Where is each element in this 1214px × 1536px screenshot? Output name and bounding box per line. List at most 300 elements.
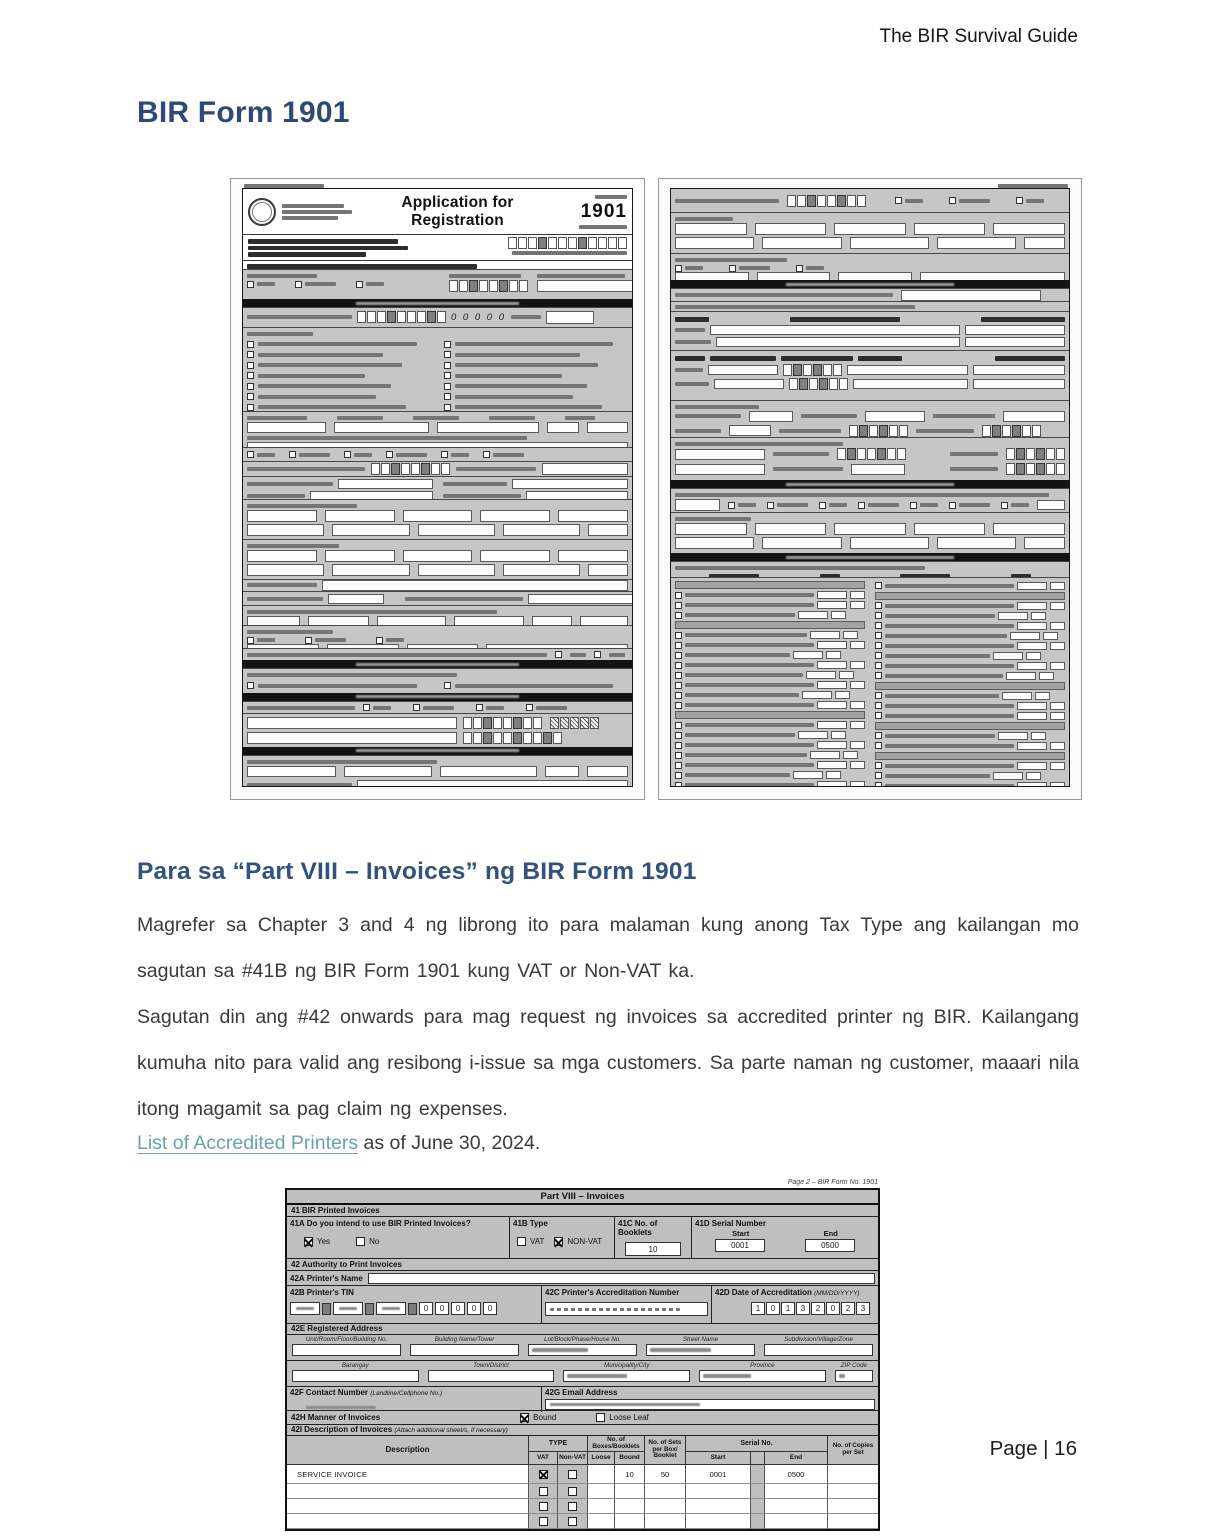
- deco: [437, 311, 446, 323]
- tin-zeros: 0 0 0 0 0: [451, 311, 506, 323]
- invoice-table-cell: [588, 1484, 615, 1499]
- loose-leaf-checkbox: [596, 1413, 605, 1422]
- deco: [1056, 463, 1065, 475]
- deco: [819, 501, 847, 509]
- deco: [444, 382, 629, 390]
- invoice-table-cell: [751, 1465, 765, 1484]
- deco: [493, 732, 502, 744]
- deco: [258, 395, 376, 399]
- deco-checkbox: [247, 383, 254, 390]
- deco: [247, 422, 628, 433]
- deco: [489, 280, 498, 292]
- field-number: 42H: [291, 1413, 306, 1422]
- deco-checkbox: [444, 393, 451, 400]
- deco: [885, 744, 1014, 748]
- invoice-table-cell: [686, 1484, 751, 1499]
- deco-checkbox: [675, 742, 682, 749]
- deco: [598, 237, 607, 249]
- deco: [486, 706, 504, 710]
- deco-checkbox: [875, 782, 882, 786]
- deco: [417, 311, 426, 323]
- deco-checkbox: [875, 672, 882, 679]
- deco: [299, 453, 330, 457]
- deco: [513, 732, 522, 744]
- serial-start-value: 0001: [715, 1239, 765, 1252]
- tin-separator: [365, 1303, 374, 1315]
- nonvat-checkbox: [568, 1470, 577, 1479]
- deco: [258, 342, 417, 346]
- invoice-description: [287, 1484, 529, 1499]
- deco: [823, 364, 832, 376]
- branch-digits: [419, 1302, 498, 1315]
- tin-group: [290, 1302, 320, 1315]
- deco: [675, 701, 865, 709]
- field-41a: [287, 1217, 510, 1258]
- deco: [982, 425, 991, 437]
- deco: [437, 422, 539, 433]
- col-description: Description: [287, 1436, 529, 1465]
- deco: [1016, 197, 1044, 205]
- identification-section: [243, 605, 632, 625]
- field-label: Description of Invoices: [304, 1425, 393, 1434]
- deco: [413, 704, 454, 712]
- deco: [476, 704, 504, 712]
- deco: [875, 662, 1065, 670]
- deco: [675, 272, 1065, 280]
- deco: [248, 246, 408, 251]
- deco: [459, 280, 468, 292]
- deco: [806, 671, 836, 679]
- invoice-description: [287, 1514, 529, 1529]
- industries-label-row: [671, 301, 1069, 310]
- deco-checkbox: [675, 772, 682, 779]
- deco-checkbox: [444, 404, 451, 411]
- start-label: Start: [732, 1229, 750, 1238]
- deco: [685, 743, 814, 747]
- deco-checkbox: [675, 662, 682, 669]
- taxpayer-type-section: [243, 327, 632, 411]
- deco: [1002, 425, 1011, 437]
- field-42e-label: [287, 1324, 878, 1335]
- deco: [247, 564, 628, 576]
- form-number-block: [561, 193, 627, 231]
- page-title: BIR Form 1901: [137, 96, 350, 129]
- deco: [247, 403, 432, 411]
- option-label: Loose Leaf: [609, 1413, 649, 1422]
- deco: [560, 717, 569, 729]
- deco-checkbox: [875, 762, 882, 769]
- deco: [874, 197, 1065, 205]
- deco: [993, 223, 1065, 235]
- tin-group: [376, 1302, 406, 1315]
- deco: [762, 537, 841, 549]
- deco-checkbox: [444, 682, 451, 689]
- vat-checkbox: [539, 1502, 548, 1511]
- spouse-section: [243, 713, 632, 746]
- deco-checkbox: [675, 265, 682, 272]
- col-boxes: No. of Boxes/Booklets: [588, 1436, 645, 1452]
- deco: [1024, 237, 1065, 249]
- deco: [1002, 692, 1032, 700]
- field-number: 42E: [291, 1324, 306, 1333]
- deco: [885, 784, 1014, 786]
- option-no: [356, 1237, 379, 1246]
- deco-checkbox: [675, 732, 682, 739]
- deco: [739, 266, 770, 270]
- address-box: [428, 1370, 555, 1382]
- deco: [838, 272, 912, 280]
- deco: [503, 717, 512, 729]
- deco: [762, 237, 841, 249]
- deco-checkbox: [949, 197, 956, 204]
- representative-section: [243, 755, 632, 786]
- deco: [798, 611, 828, 619]
- deco: [545, 766, 579, 777]
- deco: [538, 237, 547, 249]
- deco: [850, 721, 865, 729]
- digit-box: 0: [766, 1302, 780, 1315]
- deco: [875, 762, 1065, 770]
- deco: [1016, 448, 1025, 460]
- deco: [793, 771, 823, 779]
- deco: [675, 611, 865, 619]
- deco: [914, 223, 986, 235]
- option-label: VAT: [530, 1237, 545, 1246]
- field-hint: (Landline/Cellphone No.): [370, 1390, 443, 1397]
- deco: [550, 717, 599, 729]
- accredited-printers-link[interactable]: List of Accredited Printers: [137, 1132, 359, 1154]
- deco: [1031, 732, 1046, 740]
- deco: [885, 734, 995, 738]
- deco: [675, 731, 865, 739]
- deco: [809, 378, 818, 390]
- deco: [847, 448, 856, 460]
- invoice-table-cell: [558, 1484, 588, 1499]
- deco: [376, 636, 404, 644]
- vat-checkbox: [539, 1470, 548, 1479]
- deco: [827, 195, 836, 207]
- accreditation-date-digits: [715, 1302, 875, 1315]
- facility-address-section: [671, 512, 1069, 553]
- deco: [377, 311, 386, 323]
- vat-checkbox: [539, 1487, 548, 1496]
- option-nonvat: [554, 1237, 602, 1246]
- deco: [675, 591, 865, 599]
- deco: [289, 451, 330, 459]
- digit-box: 0: [483, 1302, 497, 1315]
- deco: [587, 766, 628, 777]
- deco: [875, 772, 1065, 780]
- deco: [547, 422, 580, 433]
- deco: [1050, 642, 1065, 650]
- deco-checkbox: [483, 451, 490, 458]
- deco-checkbox: [729, 265, 736, 272]
- deco-checkbox: [875, 742, 882, 749]
- address-type-row: [671, 189, 1069, 212]
- deco: [473, 732, 482, 744]
- deco: [728, 501, 1029, 509]
- deco: [675, 264, 703, 272]
- residence-address-section: [243, 499, 632, 539]
- field-41c: [615, 1217, 692, 1258]
- deco: [315, 638, 346, 642]
- deco: [463, 732, 632, 745]
- deco: [386, 451, 427, 459]
- deco: [729, 264, 770, 272]
- mother-father-rows: [243, 476, 632, 499]
- deco: [1050, 602, 1065, 610]
- deco: [595, 195, 627, 199]
- deco: [1017, 662, 1047, 670]
- deco: [905, 199, 923, 203]
- deco: [483, 451, 524, 459]
- deco: [798, 731, 828, 739]
- field-label: Manner of Invoices: [307, 1413, 381, 1422]
- deco: [397, 311, 406, 323]
- deco: [247, 351, 432, 359]
- deco: [869, 425, 878, 437]
- deco-checkbox: [441, 451, 448, 458]
- invoices-table-rows: [287, 1465, 878, 1529]
- field-42g: [542, 1387, 878, 1412]
- deco: [914, 523, 986, 535]
- deco: [1017, 762, 1047, 770]
- deco: [1016, 463, 1025, 475]
- spouse-status-row: [243, 701, 632, 714]
- deco: [675, 681, 865, 689]
- deco: [503, 524, 580, 536]
- invoice-table-cell: [558, 1499, 588, 1514]
- deco-checkbox: [875, 772, 882, 779]
- invoice-description: SERVICE INVOICE: [287, 1465, 529, 1484]
- deco: [796, 264, 824, 272]
- invoice-table-cell: [615, 1484, 645, 1499]
- digit-box: 0: [451, 1302, 465, 1315]
- deco: [421, 463, 430, 475]
- deco: [998, 184, 1068, 188]
- field-42c: [542, 1286, 712, 1323]
- deco: [391, 463, 400, 475]
- deco: [248, 237, 418, 258]
- deco: [685, 603, 814, 607]
- deco: [247, 636, 628, 644]
- deco: [247, 422, 326, 433]
- invoice-table-cell: [558, 1465, 588, 1484]
- deco: [675, 237, 754, 249]
- deco: [675, 523, 1065, 535]
- invoice-table-cell: [529, 1465, 558, 1484]
- address-section: [671, 212, 1069, 253]
- deco: [675, 580, 865, 786]
- deco-checkbox: [875, 702, 882, 709]
- deco: [1006, 463, 1065, 475]
- deco: [257, 453, 275, 457]
- field-42i-label: [287, 1425, 878, 1436]
- deco: [247, 682, 432, 690]
- deco: [454, 616, 523, 625]
- invoice-table-cell: [765, 1484, 828, 1499]
- deco: [885, 694, 999, 698]
- deco: [371, 463, 380, 475]
- deco: [1006, 448, 1065, 460]
- deco: [247, 550, 628, 562]
- deco: [834, 523, 906, 535]
- deco: [1050, 762, 1065, 770]
- deco-checkbox: [875, 612, 882, 619]
- deco-checkbox: [247, 637, 254, 644]
- deco: [675, 641, 865, 649]
- option-vat: [517, 1237, 544, 1246]
- deco: [998, 612, 1028, 620]
- row-41-label: [287, 1205, 878, 1217]
- tax-types-checklist: [671, 577, 1069, 786]
- deco: [895, 197, 923, 205]
- field-number: 42F: [290, 1388, 304, 1397]
- deco: [509, 280, 518, 292]
- registering-office-section: [243, 269, 632, 299]
- col-copies: No. of Copies per Set: [828, 1436, 878, 1465]
- deco-checkbox: [289, 451, 296, 458]
- field-label: Contact Number: [305, 1388, 369, 1397]
- deco-checkbox: [675, 612, 682, 619]
- printer-name-box: [368, 1273, 875, 1284]
- digit-box: 1: [751, 1302, 765, 1315]
- deco: [875, 752, 1065, 760]
- deco: [675, 223, 1065, 235]
- field-label: Do you intend to use BIR Printed Invoices?: [306, 1219, 471, 1228]
- deco-checkbox: [376, 637, 383, 644]
- deco: [789, 378, 798, 390]
- deco: [879, 425, 888, 437]
- deco: [1031, 612, 1046, 620]
- deco: [875, 602, 1065, 610]
- field-number: 42C: [545, 1288, 560, 1297]
- deco: [1039, 672, 1054, 680]
- deco: [332, 524, 409, 536]
- serial-end-value: 0500: [805, 1239, 855, 1252]
- deco: [295, 280, 336, 288]
- address-sublabel: Barangay: [341, 1362, 369, 1369]
- deco: [875, 692, 1065, 700]
- foreign-address-row: [243, 579, 632, 591]
- deco: [1043, 632, 1058, 640]
- yes-checkbox: [304, 1237, 313, 1246]
- deco: [875, 612, 1065, 620]
- deco: [885, 634, 1007, 638]
- deco: [937, 237, 1016, 249]
- deco-checkbox: [875, 632, 882, 639]
- deco: [826, 651, 841, 659]
- deco: [847, 195, 856, 207]
- deco-checkbox: [444, 372, 451, 379]
- deco: [247, 679, 432, 693]
- deco: [407, 311, 416, 323]
- deco: [850, 661, 865, 669]
- deco: [247, 636, 275, 644]
- field-number: 41D: [695, 1219, 710, 1228]
- deco: [875, 592, 1065, 600]
- deco: [499, 280, 508, 292]
- email-box: [545, 1399, 875, 1410]
- form-subheader: [243, 234, 632, 260]
- deco: [1022, 425, 1031, 437]
- deco: [469, 280, 478, 292]
- deco: [558, 237, 567, 249]
- deco: [444, 340, 629, 348]
- deco: [803, 364, 812, 376]
- deco: [875, 782, 1065, 786]
- deco: [334, 422, 428, 433]
- invoice-table-cell: [686, 1499, 751, 1514]
- deco-checkbox: [247, 341, 254, 348]
- deco: [949, 501, 990, 509]
- deco: [1056, 448, 1065, 460]
- registered-address-row1: [287, 1335, 878, 1361]
- option-label: Bound: [533, 1413, 557, 1422]
- deco-checkbox: [526, 704, 533, 711]
- part8-title: Part VIII – Invoices: [287, 1190, 878, 1205]
- deco: [282, 204, 344, 208]
- deco: [455, 395, 573, 399]
- deco: [867, 448, 876, 460]
- field-42h: [287, 1411, 878, 1425]
- deco: [850, 681, 865, 689]
- deco: [444, 372, 629, 380]
- deco: [817, 195, 826, 207]
- deco: [357, 311, 446, 323]
- field-label: Authority to Print Invoices: [301, 1260, 402, 1269]
- digit-box: 0: [826, 1302, 840, 1315]
- deco: [1046, 463, 1055, 475]
- col-serial: Serial No.: [686, 1436, 828, 1452]
- deco: [899, 425, 908, 437]
- deco: [590, 717, 599, 729]
- deco: [440, 766, 537, 777]
- address-sublabel: ZIP Code: [840, 1362, 868, 1369]
- deco: [387, 311, 396, 323]
- deco: [802, 691, 832, 699]
- address-box: [410, 1344, 519, 1356]
- field-label: Email Address: [562, 1388, 618, 1397]
- deco: [444, 393, 629, 401]
- deco-checkbox: [875, 692, 882, 699]
- deco: [1026, 652, 1041, 660]
- registration-table: [671, 350, 1069, 400]
- deco: [568, 237, 577, 249]
- deco: [1050, 742, 1065, 750]
- deco-checkbox: [675, 642, 682, 649]
- birthdate-row: [243, 461, 632, 476]
- deco: [897, 448, 906, 460]
- deco: [243, 260, 632, 269]
- row-42bcd: [287, 1286, 878, 1324]
- option-yes: [304, 1237, 330, 1246]
- deco: [480, 510, 550, 522]
- deco: [757, 272, 831, 280]
- invoice-table-cell: 10: [615, 1465, 645, 1484]
- address-sublabel: Subdivision/Village/Zone: [784, 1336, 853, 1343]
- deco: [850, 641, 865, 649]
- deco-checkbox: [895, 197, 902, 204]
- deco-checkbox: [1001, 502, 1008, 509]
- deco: [503, 564, 580, 576]
- deco: [1001, 501, 1029, 509]
- deco: [441, 451, 469, 459]
- deco: [305, 282, 336, 286]
- deco: [685, 683, 814, 687]
- deco: [837, 448, 906, 460]
- field-label: BIR Printed Invoices: [301, 1206, 380, 1215]
